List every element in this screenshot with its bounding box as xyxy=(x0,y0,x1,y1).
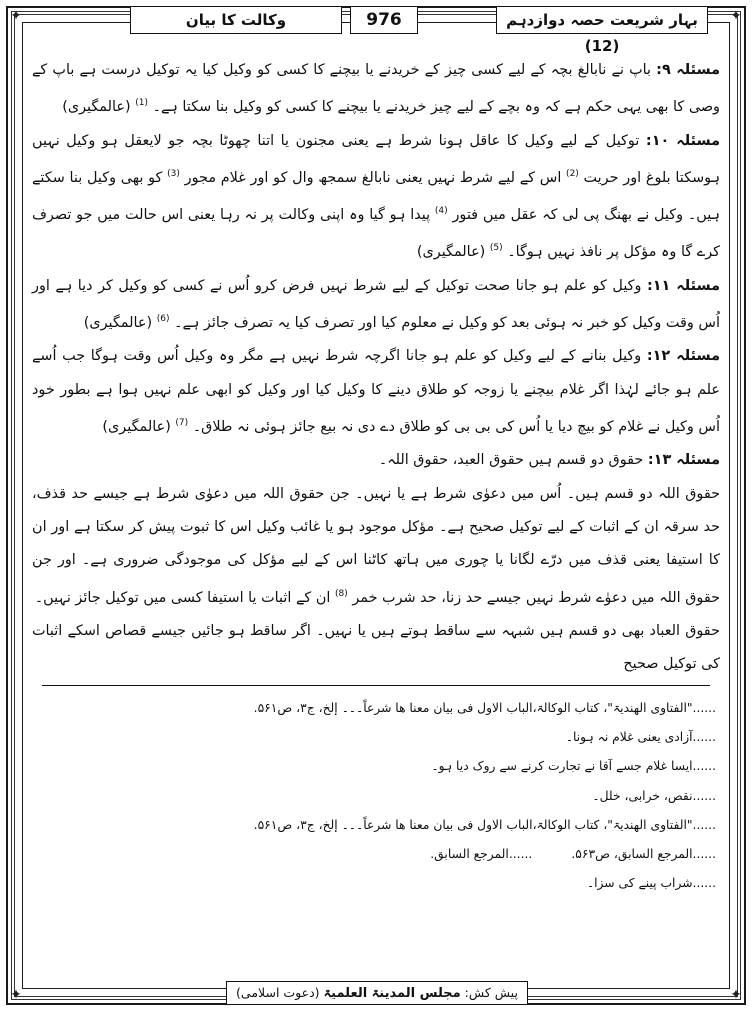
footnote-ref[interactable]: (7) xyxy=(175,418,189,429)
footnote-ref[interactable]: (6) xyxy=(156,314,170,325)
paragraph-text: ان کے اثبات یا استیفا کسی میں توکیل جائز نہیں۔ xyxy=(34,589,331,606)
paragraph-text: حقوق اللہ دو قسم ہیں۔ اُس میں دعوٰی شرط ہے یا نہیں۔ جن حقوق اللہ میں دعوٰی شرط ہے جیسے حد قذف، حد سرقہ ان کے اثبات کے لیے توکیل صحیح ہے۔ مؤکل موجود ہو یا غائب وکیل اس کا ثبوت پیش کر سکتا ہے اور ان کا استیفا یعنی قذف میں درّے لگانا یا چوری میں ہاتھ کاٹنا اس کے لیے مؤکل کی موجودگی ضروری ہے۔ اور جن حقوق اللہ میں دعوٰے شرط نہیں جیسے حد زنا، حد شرب خمر xyxy=(32,485,720,606)
footnote-3: ......ایسا غلام جسے آقا نے تجارت کرنے سے روک دیا ہو۔ xyxy=(431,759,716,774)
masala-label: مسئلہ ۱۱: xyxy=(646,277,721,294)
footnote-ref[interactable]: (5) xyxy=(489,243,503,254)
page-footer xyxy=(226,981,528,1005)
paragraph-huquq-allah xyxy=(32,478,720,615)
masala-9 xyxy=(32,54,720,125)
footnote-divider xyxy=(42,685,710,686)
masala-text: حقوق دو قسم ہیں حقوق العبد، حقوق اللہ۔ xyxy=(378,452,644,469)
book-title: بہار شریعت حصہ دوازدہم (12) xyxy=(496,6,708,34)
masala-10 xyxy=(32,125,720,270)
footnote-1: ......"الفتاوی الھندیۃ"، کتاب الوکالۃ،الباب الاول فی بیان معنا ھا شرعاً۔۔۔ إلخ، ج۳، ص۵۶۱. xyxy=(253,701,716,715)
chapter-title: وکالت کا بیان xyxy=(130,6,342,34)
footer-prefix: پیش کش: xyxy=(464,985,518,1000)
masala-text: کو بھی وکیل بنا سکتے ہیں۔ وکیل نے بھنگ پی لی کہ عقل میں فتور xyxy=(32,169,720,224)
footnote-ref[interactable]: (1) xyxy=(135,98,148,109)
source-citation: (عالمگیری) xyxy=(416,244,486,261)
footnote-ref[interactable]: (2) xyxy=(566,169,579,180)
footnote-2: ......آزادی یعنی غلام نہ ہونا۔ xyxy=(565,730,716,745)
masala-text: وکیل بنانے کے لیے وکیل کو علم ہو جانا اگرچہ شرط نہیں ہے مگر وہ وکیل اُس وقت ہوگا جب اُسے علم ہو جائے لہٰذا اگر غلام بیچنے یا زوجہ کو طلاق دینے کا وکیل کیا اور وکیل کو ابھی علم نہیں ہوا ہے بطور خود اُس وکیل نے غلام کو بیچ دیا یا اُس کی بی بی کو طلاق دے دی نہ بیع جائز ہوئی نہ طلاق۔ xyxy=(32,348,720,435)
source-citation: (عالمگیری) xyxy=(83,314,153,331)
corner-ornament-icon: ✦ xyxy=(10,8,22,24)
footnote-ref[interactable]: (3) xyxy=(167,169,180,180)
paragraph-huquq-ibad xyxy=(32,615,720,682)
masala-12 xyxy=(32,340,720,444)
footnote-5: ......"الفتاوی الھندیۃ"، کتاب الوکالۃ،الباب الاول فی بیان معنا ھا شرعاً۔۔۔ إلخ، ج۳، ص۵۶۱. xyxy=(253,817,716,832)
page-number: 976 xyxy=(350,6,418,34)
footnote-8: ......شراب پینے کی سزا۔ xyxy=(586,876,716,891)
source-citation: (عالمگیری) xyxy=(62,99,131,116)
masala-11 xyxy=(32,270,720,341)
masala-label: مسئلہ ۹: xyxy=(656,62,721,78)
footnote-6-7: ......المرجع السابق، ص۵۶۳. ......المرجع السابق. xyxy=(430,847,716,862)
source-citation: (عالمگیری) xyxy=(102,418,171,435)
masala-13 xyxy=(32,444,720,477)
masala-text: باپ نے نابالغ بچہ کے لیے کسی چیز کے خریدنے یا بیچنے کا کسی کو وکیل کیا یہ توکیل درست ہے باپ کے وصی کا بھی یہی حکم ہے کہ وہ بچے کے لیے چیز خریدنے یا بیچنے کا کسی کو وکیل بنا سکتا ہے۔ xyxy=(32,62,720,116)
footnote-ref[interactable]: (4) xyxy=(434,206,448,217)
masala-label: مسئلہ ۱۰: xyxy=(645,132,721,149)
corner-ornament-icon: ✦ xyxy=(10,987,22,1003)
masala-text: توکیل کے لیے وکیل کا عاقل ہونا شرط ہے یعنی مجنون یا اتنا چھوٹا بچہ جو لایعقل ہو وکیل نہیں ہوسکتا بلوغ اور حریت xyxy=(32,132,720,186)
footnote-4: ......نقص، خرابی، خلل۔ xyxy=(592,788,716,803)
corner-ornament-icon: ✦ xyxy=(730,8,742,24)
masala-text: پیدا ہو گیا وہ اپنی وکالت پر نہ رہا یعنی اس حالت میں جو تصرف کرے گا وہ مؤکل پر نافذ نہیں ہوگا۔ xyxy=(32,207,720,261)
footer-suffix: (دعوت اسلامی) xyxy=(236,985,320,1000)
masala-label: مسئلہ ۱۳: xyxy=(647,452,720,469)
paragraph-text: حقوق العباد بھی دو قسم ہیں شبہہ سے ساقط ہوتے ہیں یا نہیں۔ اگر ساقط ہو جائیں جیسے قصاص اسکے اثبات کی توکیل صحیح xyxy=(32,623,720,673)
page-header xyxy=(8,6,744,55)
main-text xyxy=(32,54,720,682)
corner-ornament-icon: ✦ xyxy=(730,987,742,1003)
footnotes xyxy=(40,694,716,898)
footer-org-name: مجلس المدینۃ العلمیۃ xyxy=(323,986,461,1001)
masala-text: وکیل کو علم ہو جانا صحت توکیل کے لیے شرط نہیں فرض کرو اُس نے کسی کو وکیل کر دیا ہے اور اُس وقت وکیل کو خبر نہ ہوئی بعد کو وکیل نے معلوم کیا اور تصرف کیا یہ تصرف جائز ہے۔ xyxy=(32,277,720,331)
footnote-ref[interactable]: (8) xyxy=(334,588,348,599)
masala-label: مسئلہ ۱۲: xyxy=(646,348,721,365)
masala-text: اس کے لیے شرط نہیں یعنی نابالغ سمجھ وال کو اور غلام مجور xyxy=(184,169,562,186)
